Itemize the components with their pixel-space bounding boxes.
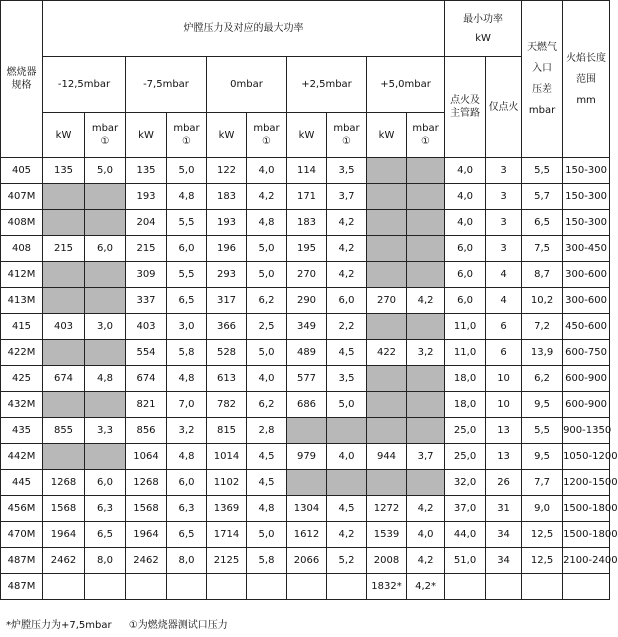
- cell-mbar: 6,5: [85, 522, 126, 548]
- cell-model: 487M: [1, 548, 43, 574]
- cell-min-main: 51,0: [445, 548, 486, 574]
- cell-kw: 1369: [207, 496, 247, 522]
- cell-kw: 366: [207, 314, 247, 340]
- cell-kw: 2462: [43, 548, 85, 574]
- cell-flame-length: 450-600: [563, 314, 610, 340]
- cell-mbar: 4,5: [327, 496, 367, 522]
- cell-kw: [126, 574, 167, 600]
- cell-kw: 489: [287, 340, 327, 366]
- cell-kw: 422: [367, 340, 407, 366]
- cell-mbar: 8,0: [167, 548, 207, 574]
- cell-mbar: 6,3: [85, 496, 126, 522]
- cell-min-main: 18,0: [445, 366, 486, 392]
- header-unit-kw: kW: [287, 113, 327, 158]
- cell-kw: 855: [43, 418, 85, 444]
- cell-mbar: 8,0: [85, 548, 126, 574]
- header-unit-mbar: mbar ①: [247, 113, 287, 158]
- cell-kw: 528: [207, 340, 247, 366]
- cell-mbar: [85, 574, 126, 600]
- cell-mbar: [407, 158, 445, 184]
- cell-min-ignition: 31: [486, 496, 522, 522]
- cell-min-ignition: 3: [486, 158, 522, 184]
- cell-mbar: [407, 314, 445, 340]
- cell-kw: 2125: [207, 548, 247, 574]
- cell-mbar: [407, 418, 445, 444]
- cell-mbar: [327, 418, 367, 444]
- cell-min-ignition: 4: [486, 288, 522, 314]
- cell-gas-pressure: 7,7: [522, 470, 563, 496]
- cell-model: 432M: [1, 392, 43, 418]
- cell-kw: 135: [43, 158, 85, 184]
- cell-mbar: 2,8: [247, 418, 287, 444]
- cell-mbar: 6,5: [167, 288, 207, 314]
- cell-kw: 686: [287, 392, 327, 418]
- cell-flame-length: 900-1350: [563, 418, 610, 444]
- cell-mbar: 4,8: [85, 366, 126, 392]
- cell-min-ignition: 6: [486, 340, 522, 366]
- table-row: [1, 184, 610, 210]
- cell-mbar: 4,5: [247, 470, 287, 496]
- header-ignition-only: 仅点火: [486, 57, 522, 158]
- cell-mbar: 3,5: [327, 366, 367, 392]
- cell-mbar: [85, 210, 126, 236]
- cell-kw: 171: [287, 184, 327, 210]
- cell-mbar: 4,8: [167, 184, 207, 210]
- cell-kw: [207, 574, 247, 600]
- cell-flame-length: 1200-1500: [563, 470, 610, 496]
- cell-min-ignition: 3: [486, 210, 522, 236]
- cell-gas-pressure: 8,7: [522, 262, 563, 288]
- table-row: [1, 418, 610, 444]
- cell-mbar: 4,0: [407, 522, 445, 548]
- cell-flame-length: 300-600: [563, 262, 610, 288]
- cell-min-main: 6,0: [445, 236, 486, 262]
- cell-model: 470M: [1, 522, 43, 548]
- cell-mbar: 4,5: [327, 340, 367, 366]
- cell-kw: 1832*: [367, 574, 407, 600]
- cell-mbar: 4,2: [327, 522, 367, 548]
- cell-gas-pressure: 10,2: [522, 288, 563, 314]
- cell-mbar: 3,0: [85, 314, 126, 340]
- cell-kw: [43, 210, 85, 236]
- cell-min-ignition: 13: [486, 444, 522, 470]
- header-unit-mbar: mbar ①: [327, 113, 367, 158]
- header-pressure-group: +5,0mbar: [367, 57, 445, 113]
- cell-min-main: 11,0: [445, 340, 486, 366]
- cell-model: 422M: [1, 340, 43, 366]
- cell-mbar: 6,0: [327, 288, 367, 314]
- cell-model: 425: [1, 366, 43, 392]
- header-natural-gas: 天燃气 入口 压差 mbar: [522, 1, 563, 158]
- cell-kw: 613: [207, 366, 247, 392]
- cell-mbar: 3,2: [407, 340, 445, 366]
- footnote-circle: ①为燃烧器测试口压力: [128, 620, 228, 631]
- cell-mbar: [407, 210, 445, 236]
- cell-kw: 193: [207, 210, 247, 236]
- table-row: [1, 236, 610, 262]
- header-flame-length: 火焰长度 范围 mm: [563, 1, 610, 158]
- cell-mbar: 6,0: [167, 470, 207, 496]
- cell-gas-pressure: [522, 574, 563, 600]
- cell-mbar: [407, 470, 445, 496]
- cell-kw: 674: [43, 366, 85, 392]
- cell-kw: 270: [367, 288, 407, 314]
- table-row: [1, 574, 610, 600]
- cell-mbar: 4,0: [247, 366, 287, 392]
- cell-min-main: 18,0: [445, 392, 486, 418]
- cell-gas-pressure: 12,5: [522, 548, 563, 574]
- cell-kw: 349: [287, 314, 327, 340]
- cell-kw: [287, 470, 327, 496]
- cell-model: 442M: [1, 444, 43, 470]
- cell-kw: [43, 444, 85, 470]
- cell-model: 408: [1, 236, 43, 262]
- cell-mbar: 5,0: [247, 340, 287, 366]
- cell-min-main: 6,0: [445, 262, 486, 288]
- table-row: [1, 262, 610, 288]
- cell-min-ignition: 3: [486, 236, 522, 262]
- cell-flame-length: 150-300: [563, 184, 610, 210]
- cell-mbar: 5,0: [247, 236, 287, 262]
- header-min-power: 最小功率 kW: [445, 1, 522, 57]
- cell-kw: [367, 418, 407, 444]
- cell-mbar: [327, 574, 367, 600]
- cell-min-main: 4,0: [445, 158, 486, 184]
- cell-kw: 944: [367, 444, 407, 470]
- cell-kw: [367, 236, 407, 262]
- header-ignition-main: 点火及主管路: [445, 57, 486, 158]
- cell-mbar: 5,0: [327, 392, 367, 418]
- cell-mbar: 4,2: [327, 262, 367, 288]
- cell-kw: [367, 210, 407, 236]
- cell-kw: 270: [287, 262, 327, 288]
- cell-mbar: 5,5: [167, 262, 207, 288]
- cell-mbar: [407, 262, 445, 288]
- cell-kw: 195: [287, 236, 327, 262]
- header-pressure-group: -12,5mbar: [43, 57, 126, 113]
- cell-kw: 293: [207, 262, 247, 288]
- cell-min-ignition: 26: [486, 470, 522, 496]
- cell-mbar: 2,5: [247, 314, 287, 340]
- cell-model: 413M: [1, 288, 43, 314]
- header-unit-mbar: mbar ①: [407, 113, 445, 158]
- cell-min-ignition: 10: [486, 392, 522, 418]
- cell-kw: 1272: [367, 496, 407, 522]
- cell-gas-pressure: 6,2: [522, 366, 563, 392]
- cell-kw: 1568: [126, 496, 167, 522]
- cell-mbar: 6,0: [167, 236, 207, 262]
- cell-mbar: 3,3: [85, 418, 126, 444]
- cell-mbar: 4,2: [327, 236, 367, 262]
- cell-mbar: [85, 444, 126, 470]
- cell-kw: 309: [126, 262, 167, 288]
- cell-min-main: 37,0: [445, 496, 486, 522]
- table-row: [1, 210, 610, 236]
- cell-kw: [43, 184, 85, 210]
- table-row: [1, 522, 610, 548]
- cell-mbar: [407, 236, 445, 262]
- cell-min-ignition: 34: [486, 522, 522, 548]
- cell-min-main: 25,0: [445, 418, 486, 444]
- table-row: [1, 470, 610, 496]
- cell-kw: 1612: [287, 522, 327, 548]
- cell-min-ignition: 6: [486, 314, 522, 340]
- cell-min-ignition: 3: [486, 184, 522, 210]
- cell-kw: [43, 288, 85, 314]
- cell-mbar: 3,0: [167, 314, 207, 340]
- cell-min-main: 6,0: [445, 288, 486, 314]
- cell-gas-pressure: 7,2: [522, 314, 563, 340]
- cell-kw: [367, 158, 407, 184]
- cell-kw: 1268: [43, 470, 85, 496]
- cell-kw: 403: [43, 314, 85, 340]
- cell-mbar: [85, 184, 126, 210]
- cell-min-main: 32,0: [445, 470, 486, 496]
- cell-flame-length: [563, 574, 610, 600]
- header-pressure-group: 0mbar: [207, 57, 287, 113]
- cell-mbar: 4,0: [247, 158, 287, 184]
- table-row: [1, 444, 610, 470]
- header-unit-mbar: mbar ①: [167, 113, 207, 158]
- cell-kw: 2008: [367, 548, 407, 574]
- cell-kw: [367, 470, 407, 496]
- cell-flame-length: 600-900: [563, 366, 610, 392]
- cell-gas-pressure: 9,5: [522, 392, 563, 418]
- table-row: [1, 288, 610, 314]
- cell-flame-length: 600-900: [563, 392, 610, 418]
- cell-mbar: 4,2*: [407, 574, 445, 600]
- table-row: [1, 496, 610, 522]
- cell-flame-length: 600-750: [563, 340, 610, 366]
- cell-gas-pressure: 6,5: [522, 210, 563, 236]
- cell-min-ignition: 34: [486, 548, 522, 574]
- cell-mbar: 5,8: [247, 548, 287, 574]
- table-row: [1, 158, 610, 184]
- cell-kw: 122: [207, 158, 247, 184]
- cell-kw: 821: [126, 392, 167, 418]
- cell-gas-pressure: 13,9: [522, 340, 563, 366]
- cell-kw: 337: [126, 288, 167, 314]
- table-row: [1, 340, 610, 366]
- cell-mbar: [327, 470, 367, 496]
- cell-kw: 1539: [367, 522, 407, 548]
- cell-mbar: [407, 366, 445, 392]
- cell-model: 405: [1, 158, 43, 184]
- cell-mbar: 4,5: [247, 444, 287, 470]
- cell-gas-pressure: 5,5: [522, 158, 563, 184]
- cell-mbar: [85, 262, 126, 288]
- cell-model: 408M: [1, 210, 43, 236]
- cell-mbar: 5,0: [247, 262, 287, 288]
- cell-kw: 2066: [287, 548, 327, 574]
- cell-kw: [43, 340, 85, 366]
- header-unit-kw: kW: [126, 113, 167, 158]
- cell-min-ignition: 13: [486, 418, 522, 444]
- cell-flame-length: 1500-1800: [563, 496, 610, 522]
- cell-mbar: 6,2: [247, 288, 287, 314]
- table-row: [1, 314, 610, 340]
- cell-kw: [367, 314, 407, 340]
- cell-mbar: 4,2: [247, 184, 287, 210]
- cell-kw: [43, 392, 85, 418]
- cell-mbar: 6,0: [85, 236, 126, 262]
- cell-mbar: 4,2: [407, 496, 445, 522]
- cell-mbar: 6,5: [167, 522, 207, 548]
- cell-kw: 1102: [207, 470, 247, 496]
- table-row: [1, 392, 610, 418]
- cell-model: 435: [1, 418, 43, 444]
- header-pressure-group: +2,5mbar: [287, 57, 367, 113]
- cell-kw: 815: [207, 418, 247, 444]
- cell-kw: 183: [287, 210, 327, 236]
- cell-flame-length: 300-450: [563, 236, 610, 262]
- cell-mbar: 3,7: [327, 184, 367, 210]
- cell-mbar: [247, 574, 287, 600]
- cell-mbar: 5,0: [85, 158, 126, 184]
- footnote-star: *炉膛压力为+7,5mbar: [6, 620, 112, 631]
- cell-mbar: 5,0: [247, 522, 287, 548]
- table-row: [1, 548, 610, 574]
- header-pressure-group: -7,5mbar: [126, 57, 207, 113]
- cell-gas-pressure: 7,5: [522, 236, 563, 262]
- cell-mbar: [85, 340, 126, 366]
- cell-mbar: 5,2: [327, 548, 367, 574]
- cell-mbar: 6,0: [85, 470, 126, 496]
- cell-flame-length: 300-600: [563, 288, 610, 314]
- cell-mbar: 3,5: [327, 158, 367, 184]
- cell-kw: 183: [207, 184, 247, 210]
- cell-mbar: 6,3: [167, 496, 207, 522]
- cell-mbar: 6,2: [247, 392, 287, 418]
- cell-mbar: 4,0: [327, 444, 367, 470]
- cell-kw: 1014: [207, 444, 247, 470]
- header-unit-kw: kW: [43, 113, 85, 158]
- cell-mbar: [85, 392, 126, 418]
- cell-model: 445: [1, 470, 43, 496]
- cell-flame-length: 150-300: [563, 210, 610, 236]
- cell-kw: 215: [43, 236, 85, 262]
- cell-mbar: 7,0: [167, 392, 207, 418]
- cell-gas-pressure: 9,5: [522, 444, 563, 470]
- cell-mbar: 5,0: [167, 158, 207, 184]
- cell-min-main: 44,0: [445, 522, 486, 548]
- cell-mbar: [167, 574, 207, 600]
- cell-kw: 114: [287, 158, 327, 184]
- cell-min-ignition: [486, 574, 522, 600]
- header-unit-kw: kW: [367, 113, 407, 158]
- cell-kw: [367, 262, 407, 288]
- cell-kw: 193: [126, 184, 167, 210]
- cell-mbar: 4,2: [327, 210, 367, 236]
- cell-gas-pressure: 5,5: [522, 418, 563, 444]
- footnote: [6, 616, 242, 631]
- cell-flame-length: 2100-2400: [563, 548, 610, 574]
- cell-kw: [367, 184, 407, 210]
- header-burner-spec: 燃烧器规格: [1, 1, 43, 158]
- cell-mbar: [407, 392, 445, 418]
- cell-min-main: 4,0: [445, 210, 486, 236]
- cell-kw: [367, 392, 407, 418]
- cell-model: 456M: [1, 496, 43, 522]
- cell-mbar: 2,2: [327, 314, 367, 340]
- header-furnace-pressure: 炉膛压力及对应的最大功率: [43, 1, 445, 57]
- cell-kw: [367, 366, 407, 392]
- table-row: [1, 366, 610, 392]
- cell-min-main: 25,0: [445, 444, 486, 470]
- cell-kw: 1714: [207, 522, 247, 548]
- cell-mbar: 3,2: [167, 418, 207, 444]
- cell-kw: 979: [287, 444, 327, 470]
- cell-kw: 577: [287, 366, 327, 392]
- cell-kw: [43, 262, 85, 288]
- cell-kw: 196: [207, 236, 247, 262]
- cell-min-ignition: 10: [486, 366, 522, 392]
- cell-kw: 1304: [287, 496, 327, 522]
- cell-kw: 1964: [43, 522, 85, 548]
- cell-mbar: 4,2: [407, 288, 445, 314]
- cell-kw: 1064: [126, 444, 167, 470]
- cell-kw: 215: [126, 236, 167, 262]
- cell-model: 412M: [1, 262, 43, 288]
- cell-kw: 317: [207, 288, 247, 314]
- cell-min-main: 11,0: [445, 314, 486, 340]
- cell-mbar: 4,8: [167, 366, 207, 392]
- cell-mbar: 3,7: [407, 444, 445, 470]
- cell-mbar: 4,8: [167, 444, 207, 470]
- cell-kw: 135: [126, 158, 167, 184]
- cell-mbar: 4,8: [247, 210, 287, 236]
- cell-kw: [287, 574, 327, 600]
- cell-gas-pressure: 12,5: [522, 522, 563, 548]
- cell-flame-length: 150-300: [563, 158, 610, 184]
- cell-kw: 782: [207, 392, 247, 418]
- cell-mbar: [85, 288, 126, 314]
- cell-kw: 1568: [43, 496, 85, 522]
- cell-kw: [287, 418, 327, 444]
- cell-kw: 1964: [126, 522, 167, 548]
- cell-kw: 1268: [126, 470, 167, 496]
- cell-kw: [43, 574, 85, 600]
- cell-min-main: [445, 574, 486, 600]
- cell-kw: 856: [126, 418, 167, 444]
- header-unit-kw: kW: [207, 113, 247, 158]
- cell-kw: 204: [126, 210, 167, 236]
- cell-kw: 674: [126, 366, 167, 392]
- cell-gas-pressure: 5,7: [522, 184, 563, 210]
- cell-model: 415: [1, 314, 43, 340]
- cell-min-main: 4,0: [445, 184, 486, 210]
- cell-model: 407M: [1, 184, 43, 210]
- header-unit-mbar: mbar ①: [85, 113, 126, 158]
- cell-mbar: [407, 184, 445, 210]
- cell-mbar: 4,8: [247, 496, 287, 522]
- cell-kw: 554: [126, 340, 167, 366]
- cell-gas-pressure: 9,0: [522, 496, 563, 522]
- cell-mbar: 5,5: [167, 210, 207, 236]
- cell-kw: 403: [126, 314, 167, 340]
- cell-mbar: 5,8: [167, 340, 207, 366]
- cell-flame-length: 1050-1200: [563, 444, 610, 470]
- cell-kw: 2462: [126, 548, 167, 574]
- cell-min-ignition: 4: [486, 262, 522, 288]
- cell-flame-length: 1500-1800: [563, 522, 610, 548]
- cell-kw: 290: [287, 288, 327, 314]
- cell-model: 487M: [1, 574, 43, 600]
- cell-mbar: 4,2: [407, 548, 445, 574]
